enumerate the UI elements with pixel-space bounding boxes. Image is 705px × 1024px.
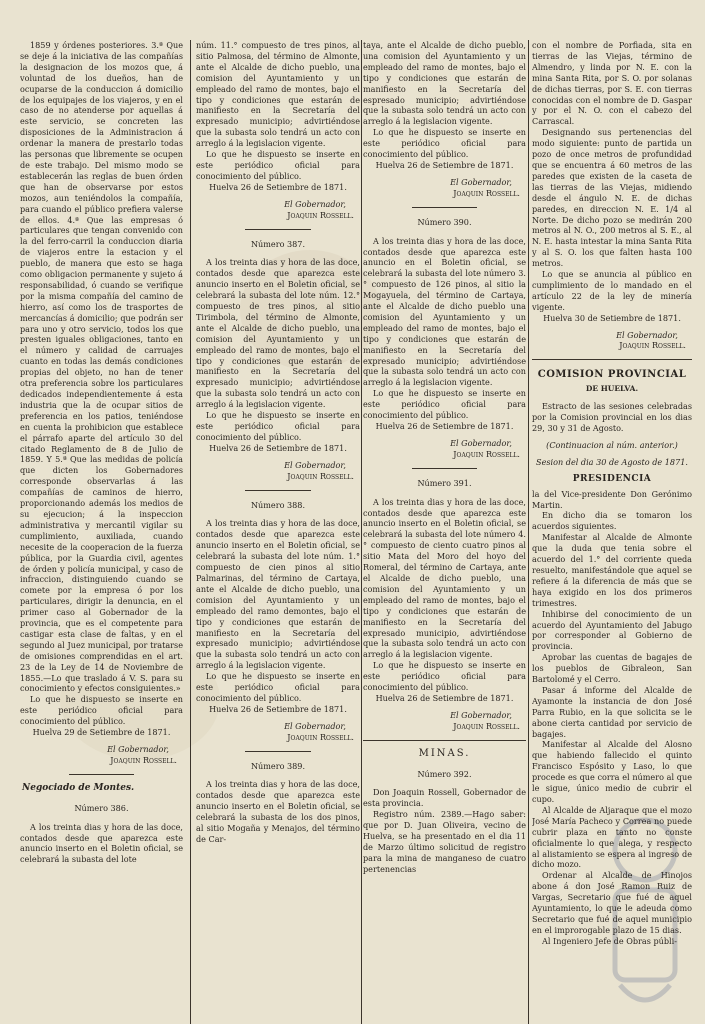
body-paragraph: A los treinta dias y hora de las doce, contados desde que aparezca este anuncio inserto en el Boletin oficial, se celebrará la subasta del lote número 4.° compuesto de ciento cuatro pinos al sitio Mata del Moro del hoyo del Romeral, del término de Cartaya, ante el Alcalde de dicho pueblo, una comision del Ayuntamiento y un empleado del ramo de montes, bajo el tipo y condiciones que estarán de manifiesto en la Secretaría del expresado municipio, advirtiéndose que la subasta solo tendrá un acto con arreglo á la legislacion vigente. [363,496,526,660]
notice-number: Número 387. [250,238,306,249]
body-paragraph: A los treinta dias y hora de las doce, contados desde que aparezca este anuncio inserto en el Boletin oficial, se celebrará la subasta de los dos pinos, al sitio Mogaña y Menajos, del término de Car- [196,779,360,844]
signature-name: Joaquin Rossell. [453,448,520,459]
body-paragraph: Lo que he dispuesto se inserte en este periódico oficial para conocimiento del público. [196,149,360,181]
agreement-item: En dicho dia se tomaron los acuerdos siguientes. [532,510,692,532]
body-paragraph: Lo que he dispuesto se inserte en este periódico oficial para conocimiento del público. [363,660,526,693]
signature-title: El Gobernador, [616,329,678,340]
body-paragraph: la del Vice-presidente Don Gerónimo Martin. [532,488,692,510]
presidency-heading: PRESIDENCIA [572,473,652,484]
divider [69,774,134,775]
signature-name: Joaquin Rossell. [287,209,354,220]
signature-name: Joaquin Rossell. [453,187,520,198]
section-heading: Negociado de Montes. [22,782,135,793]
date-line: Huelva 26 de Setiembre de 1871. [209,703,347,714]
signature-title: El Gobernador, [284,720,346,731]
notice-number: Número 390. [417,216,472,227]
body-paragraph: Lo que he dispuesto se inserte en este periódico oficial para conocimiento del público. [363,127,526,160]
section-heading: COMISION PROVINCIAL [537,369,687,381]
signature-title: El Gobernador, [284,198,346,209]
body-paragraph: A los treinta dias y hora de las doce, contados desde que aparezca este anuncio inserto en el Boletin oficial, se celebrará la subasta del lote [20,821,183,865]
agreement-item: Manifestar al Alcalde del Alosno que habiendo fallecido el quinto Francisco Espósito y Laso, lo que procede es que corra el número al que le sigue, único medio de cubrir el cupo. [532,739,692,804]
signature-name: Joaquin Rossell. [619,340,686,351]
body-paragraph: Lo que he dispuesto se inserte en este periódico oficial para conocimiento del público. [196,671,360,703]
column-3 [363,40,526,1024]
agreement-item: Pasar á informe del Alcalde de Ayamonte la instancia de don José Parra Rubio, en la que solicita se le abone cierta cantidad por servicio de bagajes. [532,684,692,739]
signature-name: Joaquin Rossell. [453,720,520,731]
signature-name: Joaquin Rossell. [287,470,354,481]
body-paragraph: Designando sus pertenencias del modo siguiente: punto de partida un pozo de once metros de profundidad que se encuentra á 60 metros de las paredes que existen de la caseta de las tierras de las Viejas, midiendo desde el ángulo N. E. de dichas paredes, en direccion N. E. 1/4 al Norte. De dicho pozo se medirán 200 metros al N. O., 200 metros al S. E., al N. E. hasta intestar la mina Santa Rita y al S. O. los que falten hasta 100 metros. [532,127,692,269]
signature-title: El Gobernador, [450,709,512,720]
body-paragraph: Registro núm. 2389.—Hago saber: que por D. Juan Oliveira, vecino de Huelva, se ha presentado en el dia 11 de Marzo último solicitud de registro para la mina de manganeso de cuatro pertenencias [363,809,526,874]
body-paragraph: Lo que he dispuesto se inserte en este periódico oficial para conocimiento del público. [20,694,183,727]
section-heading: MINAS. [418,747,471,759]
date-line: Huelva 29 de Setiembre de 1871. [32,727,171,738]
column-rule [361,40,362,1024]
divider [412,207,477,208]
notice-number: Número 392. [417,768,472,779]
date-line: Huelva 26 de Setiembre de 1871. [209,181,347,192]
body-paragraph: núm. 11.° compuesto de tres pinos, al sitio Palmosa, del término de Almonte, ante el Alcalde de dicho pueblo, una comision del Ayuntamiento y un empleado del ramo de montes, bajo el tipo y condiciones que estarán de manifiesto en la Secretaría del expresado municipio; advirtiéndose que la subasta solo tendrá un acto con arreglo á la legislacion vigente. [196,40,360,149]
column-2 [196,40,360,1024]
body-paragraph: 1859 y órdenes posteriores. 3.ª Que se deje á la iniciativa de las compañías la designacion de los mozos que, á voluntad de los dueños, han de ocuparse de la conduccion á domicilio de los equipajes de los viajeros, y en el caso de no atenderse por aquellas á este servicio, se concreten las disposiciones de la Administracion á ordenar la manera de prestarlo todas las personas que libremente se ocupen de este trabajo. Del mismo modo se establecerán las reglas de buen órden que han de observarse por estos mozos, aun teniéndolos la compañía, para cuando el público prefiera valerse de ellos. 4.ª Que las empresas ó particulares que tengan convenido con la del ferro-carril la conduccion diaria de viajeros entre la estacion y el pueblo, de manera que esto se haga como obligacion permanente y sujeto á responsabilidad, ó cuando se verifique por la misma compañía del camino de hierro, así como los de trasportes de mercancías á domicilio; que podrán ser para uno y otro servicio, todos los que presten iguales obligaciones, tanto en el número y calidad de carruajes cuanto en todas las demás condiciones propias del objeto, no han de tener otra preferencia sobre los particulares dedicados independientemente á esta industria que la de ocupar sitios de preferencia en los patios, teniéndose en cuenta la prohibicion que establece el párrafo aparte del artículo 30 del citado Reglamento de 8 de Julio de 1859. Y 5.ª Que las medidas de policía que dicten los Gobernadores corresponde observarlas á las compañías de caminos de hierro, proporcionando además los medios de su ejecucion; á la inspeccion administrativa y mercantil vigilar su cumplimiento, auxiliada, cuando necesite de la cooperacion de la fuerza pública, por la Guardia civil, agentes de órden y policía municipal, y caso de infraccion, distinguiendo cuando se comete por la empresa ó por los particulares, dirigir la denuncia, en el primer caso al Gobernador de la provincia, que es el competente para castigar esta clase de faltas, y en el segundo al Juez municipal, por tratarse de omisiones comprendidas en el art. 23 de la Ley de 14 de Noviembre de 1855.—Lo que traslado á V. S. para su conocimiento y efectos consiguientes.» [20,40,183,694]
body-paragraph: Lo que se anuncia al público en cumplimiento de lo mandado en el artículo 22 de la ley de minería vigente. [532,269,692,312]
agreement-item: Al Ingeniero Jefe de Obras públi- [542,935,677,946]
signature-title: El Gobernador, [450,176,512,187]
date-line: Huelva 26 de Setiembre de 1871. [209,442,347,453]
session-line: Sesion del dia 30 de Agosto de 1871. [536,456,688,467]
agreement-item: Al Alcalde de Aljaraque que el mozo José María Pacheco y Correa no puede cubrir plaza en tanto no conste oficialmente lo que alega, y respecto al alistamiento se espera al ingreso de dicho mozo. [532,804,692,870]
body-paragraph: A los treinta dias y hora de las doce, contados desde que aparezca este anuncio inserto en el Boletin oficial, se celebrará la subasta del lote núm. 12.° compuesto de tres pinos, al sitio Tirimbola, del término de Almonte, ante el Alcalde de dicho pueblo, una comision del Ayuntamiento y un empleado del ramo de montes, bajo el tipo y condiciones que estarán de manifiesto en la Secretaría del expresado municipio; advirtiéndose que la subasta solo tendrá un acto con arreglo á la legislacion vigente. [196,257,360,410]
date-line: Huelva 26 de Setiembre de 1871. [375,421,514,431]
divider [245,490,311,491]
body-paragraph: Lo que he dispuesto se inserte en este periódico oficial para conocimiento del público. [363,388,526,421]
body-paragraph: taya, ante el Alcalde de dicho pueblo, una comision del Ayuntamiento y un empleado del ramo de montes, bajo el tipo y condiciones que estarán de manifiesto en la Secretaría del espresado municipio; advirtiéndose que la subasta solo tendrá un acto con arreglo á la legislacion vigente. [363,40,526,127]
column-rule [190,40,191,1024]
divider [363,740,526,741]
divider [245,229,311,230]
date-line: Huelva 30 de Setiembre de 1871. [543,312,681,323]
date-line: Huelva 26 de Setiembre de 1871. [375,159,514,170]
divider [532,359,692,360]
signature-title: El Gobernador, [284,459,346,470]
divider [245,751,311,752]
notice-number: Número 386. [74,802,129,813]
agreement-item: Aprobar las cuentas de bagajes de los pueblos de Gibraleon, San Bartolomé y el Cerro. [532,652,692,685]
signature-name: Joaquin Rossell. [287,731,354,742]
body-paragraph: Estracto de las sesiones celebradas por la Comision provincial en los dias 29, 30 y 31 de Agosto. [532,401,692,433]
signature-title: El Gobernador, [450,437,512,448]
date-line: Huelva 26 de Setiembre de 1871. [375,692,514,703]
agreement-item: Inhibirse del conocimiento de un acuerdo del Ayuntamiento del Jabugo por corresponder al Gobierno de provincia. [532,608,692,652]
column-4 [532,40,692,1024]
body-paragraph: A los treinta dias y hora de las doce, contados desde que aparezca este anuncio en el Boletin oficial, se celebrará la subasta del lote número 3.° compuesto de 126 pinos, al sitio la Mogayuela, del término de Cartaya, ante el Alcalde de dicho pueblo una comision del Ayuntamiento y un empleado del ramo de montes, bajo el tipo y condiciones que estarán de manifiesto en la Secretaría del expresado municipio; advirtiéndose que la subasta solo tendrá un acto con arreglo á la legislacion vigente. [363,235,526,388]
body-paragraph: Lo que he dispuesto se inserte en este periódico oficial para conocimiento del público. [196,410,360,442]
continuation-note: (Continuacion al núm. anterior.) [546,439,678,450]
section-subheading: DE HUELVA. [585,384,639,394]
divider [412,468,477,469]
column-1 [20,40,183,1024]
column-rule [528,40,529,1024]
signature-title: El Gobernador, [107,744,169,754]
signature-name: Joaquin Rossell. [110,754,177,765]
agreement-item: Manifestar al Alcalde de Almonte que la duda que tenia sobre el acuerdo del 1.° del corriente queda resuelto, manifestándole que aquel se refiere á la diferencia de más que se haya exigido en los dos primeros trimestres. [532,532,692,608]
agreement-item: Ordenar al Alcalde de Hinojos abone á don José Ramon Ruiz de Vargas, Secretario que fué de aquel Ayuntamiento, lo que le adeuda como Secretario que fué de aquel municipio en el improrogable plazo de 15 dias. [532,870,692,935]
body-paragraph: Don Joaquin Rossell, Gobernador de esta provincia. [363,787,526,809]
notice-number: Número 389. [250,760,306,771]
body-paragraph: con el nombre de Porfiada, sita en tierras de las Viejas, término de Almendro, y linda por N. E. con la mina Santa Rita, por S. O. por solanas de dichas tierras, por S. E. con tierras conocidas con el nombre de D. Gaspar y por el N. O. con el cabezo del Carrascal. [532,40,692,127]
body-paragraph: A los treinta dias y hora de las doce, contados desde que aparezca este anuncio inserto en el Boletin oficial, se celebrará la subasta del lote núm. 1.° compuesto de cien pinos al sitio Palmarinas, del término de Cartaya, ante el Alcalde de dicho pueblo, una comision del Ayuntamiento y un empleado del ramo demontes, bajo el tipo y condiciones que estarán de manifiesto en la Secretaría del expresado municipio; advirtiéndose que la subasta solo tendrá un acto con arreglo á la legislacion vigente. [196,518,360,671]
notice-number: Número 391. [417,477,472,488]
notice-number: Número 388. [250,499,306,510]
